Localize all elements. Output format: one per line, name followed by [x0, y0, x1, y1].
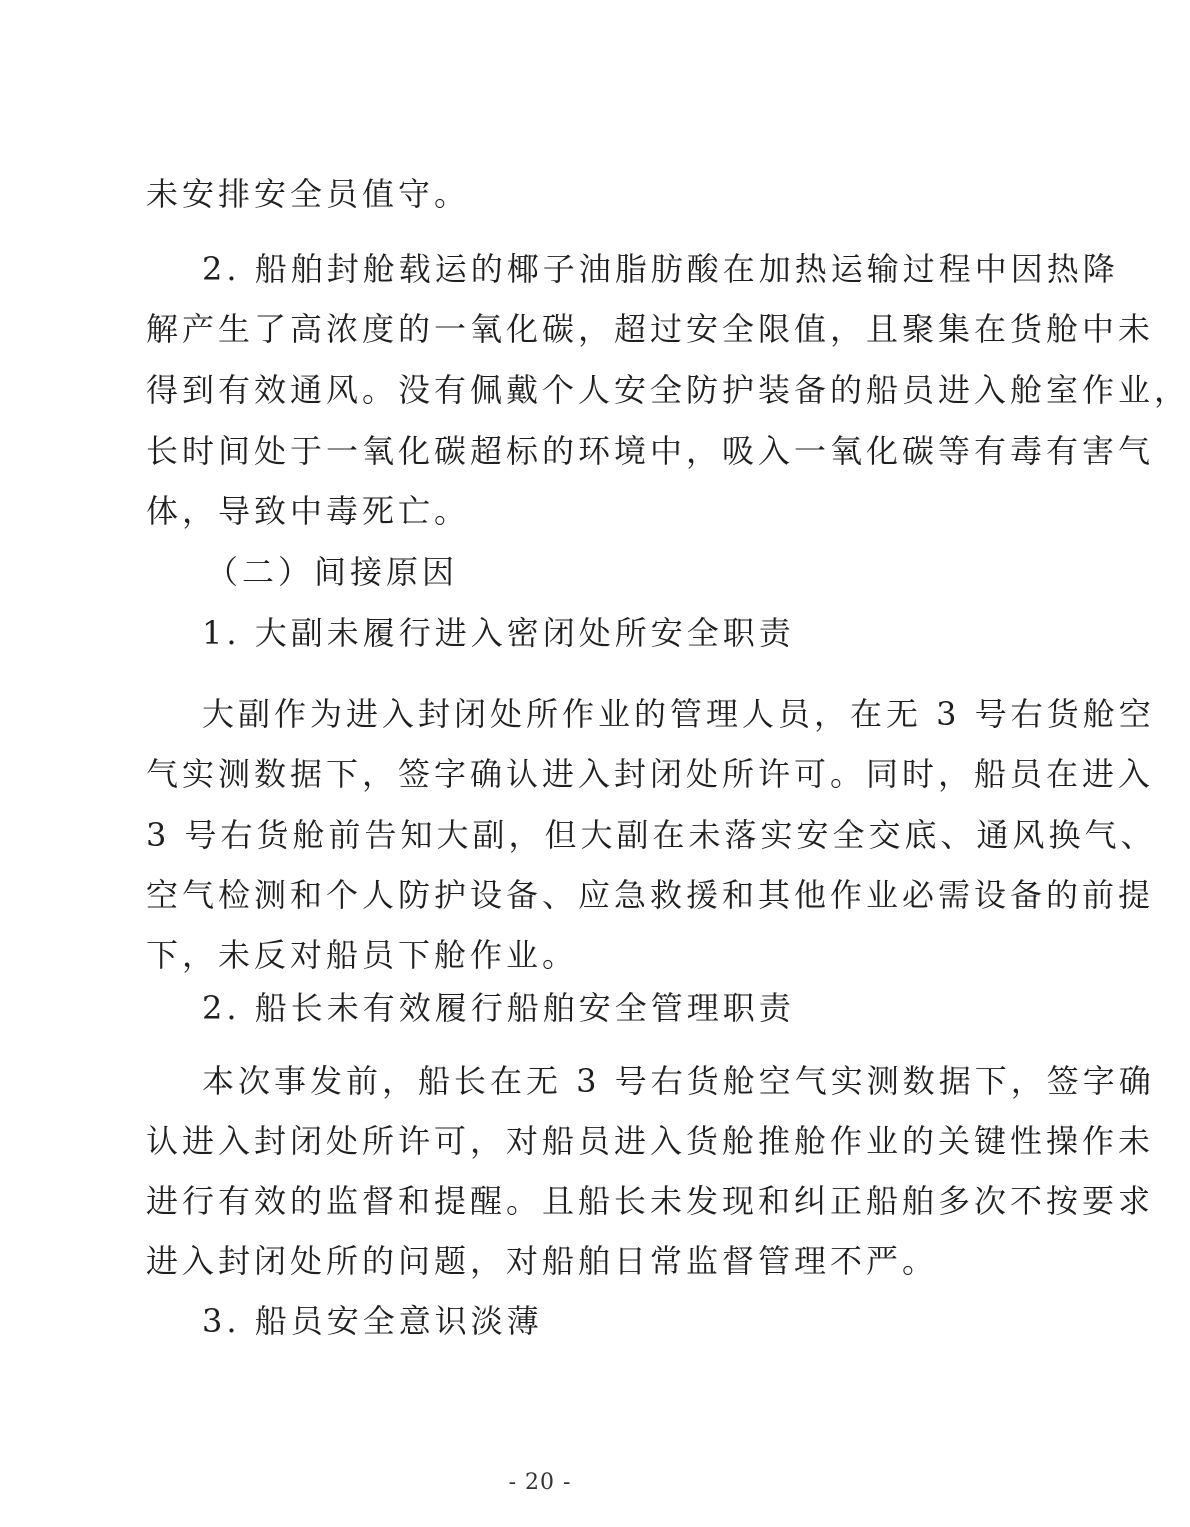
paragraph-2-line-1: 2. 船舶封舱载运的椰子油脂肪酸在加热运输过程中因热降	[202, 250, 1119, 288]
subheading-1: 1. 大副未履行进入密闭处所安全职责	[202, 614, 795, 652]
paragraph-4-line-3: 进行有效的监督和提醒。且船长未发现和纠正船舶多次不按要求	[146, 1182, 1155, 1220]
paragraph-4-line-1: 本次事发前，船长在无 3 号右货舱空气实测数据下，签字确	[202, 1062, 1155, 1100]
subheading-2: 2. 船长未有效履行船舶安全管理职责	[202, 989, 795, 1027]
paragraph-3-line-4: 空气检测和个人防护设备、应急救援和其他作业必需设备的前提	[146, 876, 1155, 914]
text-line-continuation: 未安排安全员值守。	[146, 175, 471, 213]
subheading-3: 3. 船员安全意识淡薄	[202, 1302, 543, 1340]
paragraph-3-line-2: 气实测数据下，签字确认进入封闭处所许可。同时，船员在进入	[146, 755, 1155, 793]
paragraph-3-line-1: 大副作为进入封闭处所作业的管理人员，在无 3 号右货舱空	[202, 695, 1155, 733]
paragraph-2-line-5: 体，导致中毒死亡。	[146, 492, 471, 530]
page-number: - 20 -	[508, 1470, 572, 1495]
paragraph-2-line-4: 长时间处于一氧化碳超标的环境中，吸入一氧化碳等有毒有害气	[146, 432, 1155, 470]
paragraph-3-line-5: 下，未反对船员下舱作业。	[146, 936, 579, 974]
section-heading-indirect-causes: （二）间接原因	[206, 553, 459, 591]
paragraph-3-line-3: 3 号右货舱前告知大副，但大副在未落实安全交底、通风换气、	[146, 816, 1157, 854]
paragraph-4-line-2: 认进入封闭处所许可，对船员进入货舱推舱作业的关键性操作未	[146, 1122, 1155, 1160]
paragraph-2-line-3: 得到有效通风。没有佩戴个人安全防护装备的船员进入舱室作业，	[146, 371, 1190, 409]
paragraph-2-line-2: 解产生了高浓度的一氧化碳，超过安全限值，且聚集在货舱中未	[146, 310, 1155, 348]
paragraph-4-line-4: 进入封闭处所的问题，对船舶日常监督管理不严。	[146, 1242, 939, 1280]
